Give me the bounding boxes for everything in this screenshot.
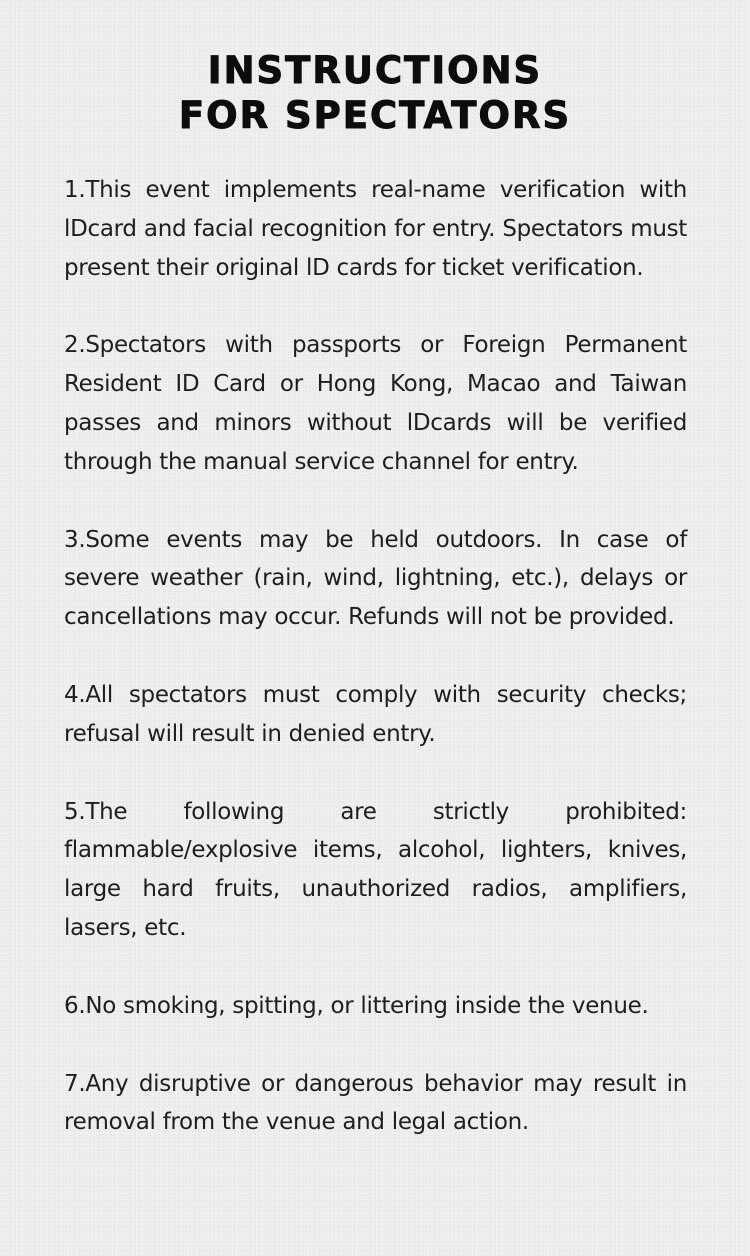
rule-item-7: 7.Any disruptive or dangerous behavior may result in removal from the venue and legal action.: [64, 1070, 687, 1136]
rule-item-1: 1.This event implements real-name verification with lDcard and facial recognition for entry. Spectators must present their original lD cards for ticket verification.: [64, 177, 687, 281]
rule-item-3: 3.Some events may be held outdoors. In case of severe weather (rain, wind, lightning, etc.), delays or cancellations may occur. Refunds will not be provided.: [64, 526, 687, 631]
title-line-2: FOR SPECTATORS: [178, 94, 572, 137]
rules-list: [64, 171, 687, 1142]
rule-item-6: 6.No smoking, spitting, or littering inside the venue.: [64, 992, 649, 1019]
page-title: [0, 48, 750, 138]
rule-item-4: 4.All spectators must comply with security checks; refusal will result in denied entry.: [64, 681, 687, 747]
rule-item-2: 2.Spectators with passports or Foreign Permanent Resident ID Card or Hong Kong, Macao and Taiwan passes and minors without lDcards will be verified through the manual service channel for entry.: [64, 332, 687, 475]
title-line-1: INSTRUCTIONS: [207, 49, 543, 92]
rule-item-5: 5.The following are strictly prohibited: flammable/explosive items, alcohol, lighters, knives, large hard fruits, unauthorized radios, amplifiers, lasers, etc.: [64, 798, 687, 941]
